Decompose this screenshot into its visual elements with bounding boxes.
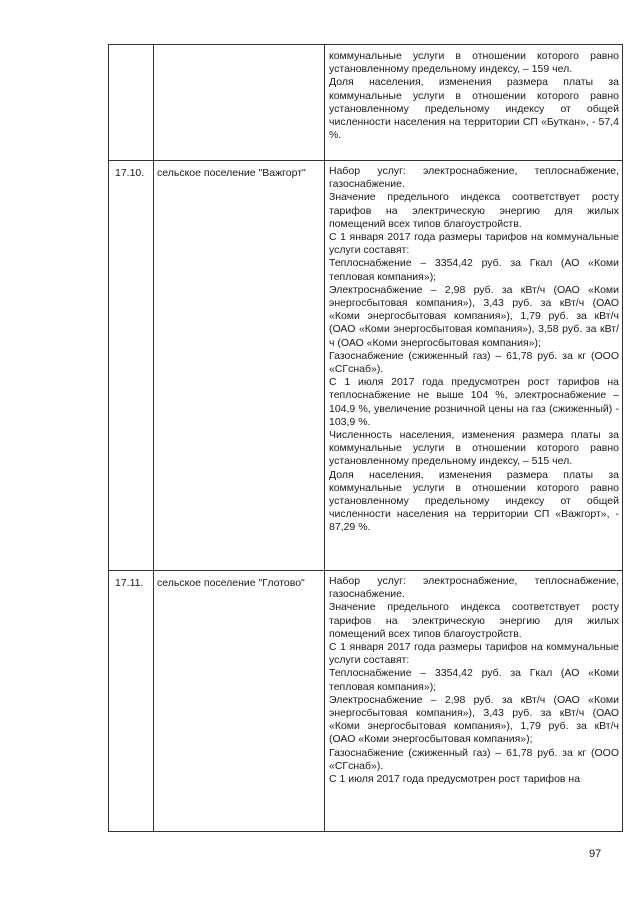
row-divider: [109, 570, 622, 571]
paragraph: Газоснабжение (сжиженный газ) – 61,78 руб. за кг (ООО «СГснаб»).: [329, 349, 619, 376]
paragraph: С 1 января 2017 года размеры тарифов на коммунальные услуги составят:: [329, 231, 619, 257]
row-number: 17.11.: [115, 577, 144, 589]
column-divider: [153, 45, 154, 831]
column-divider: [324, 45, 325, 831]
paragraph: Доля населения, изменения размера платы за коммунальные услуги в отношении которого равно установленному предельному индексу от общей численности населения на территории СП «Буткан», - 57,4 %.: [329, 76, 619, 142]
paragraph: С 1 июля 2017 года предусмотрен рост тарифов на теплоснабжение не выше 104 %, электроснабжение – 104,9 %, увеличение розничной цены на газ (сжиженный) - 103,9 %.: [329, 376, 619, 428]
paragraph: Численность населения, изменения размера платы за коммунальные услуги в отношении которого равно установленному предельному индексу, – 515 чел.: [329, 429, 619, 468]
paragraph: С 1 июля 2017 года предусмотрен рост тарифов на: [329, 773, 581, 786]
paragraph: Электроснабжение – 2,98 руб. за кВт/ч (ОАО «Коми энергосбытовая компания»), 3,43 руб. за кВт/ч (ОАО «Коми энергосбытовая компания»), 1,79 руб. за кВт/ч (ОАО «Коми энергосбытовая компания»);: [329, 693, 619, 746]
row-description: [329, 575, 619, 786]
paragraph: Набор услуг: электроснабжение, теплоснабжение, газоснабжение.: [329, 165, 619, 191]
paragraph: коммунальные услуги в отношении которого равно установленному предельному индексу, – 159 чел.: [329, 50, 619, 76]
page-number: 97: [589, 848, 602, 860]
settlement-name: сельское поселение "Важгорт": [157, 167, 306, 179]
row-number: 17.10.: [115, 167, 145, 179]
paragraph: Теплоснабжение – 3354,42 руб. за Гкал (АО «Коми тепловая компания»);: [329, 667, 619, 693]
row-continuation-text: [329, 50, 619, 142]
paragraph: Электроснабжение – 2,98 руб. за кВт/ч (ОАО «Коми энергосбытовая компания»), 3,43 руб. за кВт/ч (ОАО «Коми энергосбытовая компания»), 1,79 руб. за кВт/ч (ОАО «Коми энергосбытовая компания»), 3,58 руб. за кВт/ч (ОАО «Коми энергосбытовая компания»);: [329, 283, 619, 349]
paragraph: Значение предельного индекса соответствует росту тарифов на электрическую энергию для жилых помещений всех типов благоустройств.: [329, 191, 619, 230]
paragraph: Значение предельного индекса соответствует росту тарифов на электрическую энергию для жилых помещений всех типов благоустройств.: [329, 601, 619, 640]
paragraph: Газоснабжение (сжиженный газ) – 61,78 руб. за кг (ООО «СГснаб»).: [329, 746, 619, 772]
paragraph: Доля населения, изменения размера платы за коммунальные услуги в отношении которого равно установленному предельному индексу от общей численности населения на территории СП «Важгорт», - 87,29 %.: [329, 468, 619, 534]
document-table: [108, 44, 623, 832]
settlement-name: сельское поселение "Глотово": [157, 577, 305, 589]
paragraph: С 1 января 2017 года размеры тарифов на коммунальные услуги составят:: [329, 641, 619, 667]
paragraph: Набор услуг: электроснабжение, теплоснабжение, газоснабжение.: [329, 575, 619, 601]
row-divider: [109, 160, 622, 161]
paragraph: Теплоснабжение – 3354,42 руб. за Гкал (АО «Коми тепловая компания»);: [329, 257, 619, 283]
row-description: [329, 165, 619, 535]
